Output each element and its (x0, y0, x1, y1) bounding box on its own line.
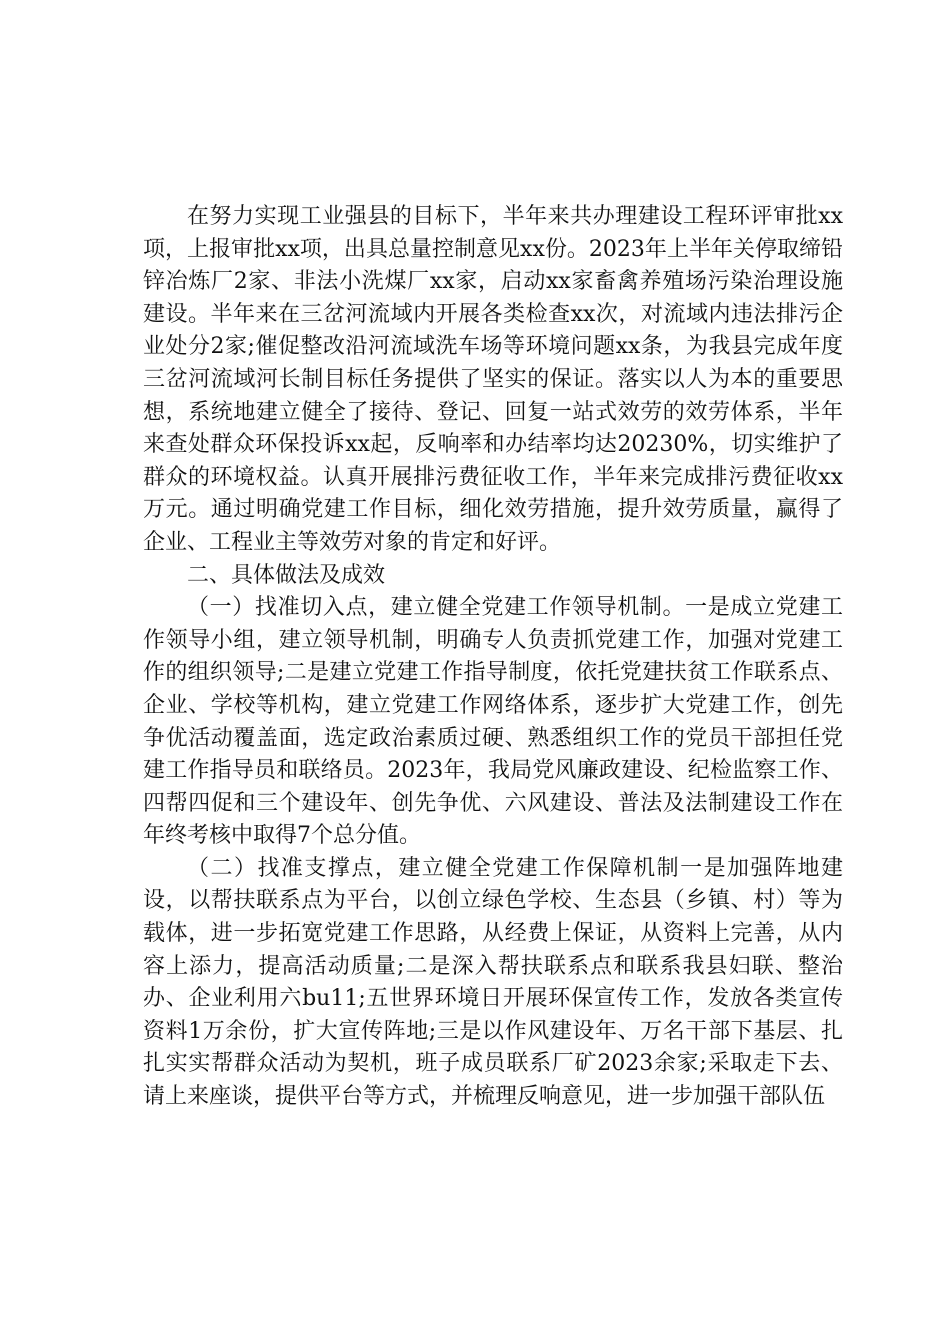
paragraph-support-mechanism: （二）找准支撑点，建立健全党建工作保障机制一是加强阵地建设，以帮扶联系点为平台，以创立绿色学校、生态县（乡镇、村）等为载体，进一步拓宽党建工作思路，从经费上保证，从资料上完善，从内容上添力，提高活动质量;二是深入帮扶联系点和联系我县妇联、整治办、企业利用六bu11;五世界环境日开展环保宣传工作，发放各类宣传资料1万余份，扩大宣传阵地;三是以作风建设年、万名干部下基层、扎扎实实帮群众活动为契机，班子成员联系厂矿2023余家;采取走下去、请上来座谈，提供平台等方式，并梳理反响意见，进一步加强干部队伍 (143, 855, 843, 1110)
section-heading-practices: 二、具体做法及成效 (187, 562, 386, 588)
paragraph-industry-summary: 在努力实现工业强县的目标下，半年来共办理建设工程环评审批xx项，上报审批xx项，出具总量控制意见xx份。2023年上半年关停取缔铅锌冶炼厂2家、非法小洗煤厂xx家，启动xx家畜禽养殖场污染治理设施建设。半年来在三岔河流域内开展各类检查xx次，对流域内违法排污企业处分2家;催促整改沿河流域洗车场等环境问题xx条，为我县完成年度三岔河流域河长制目标任务提供了坚实的保证。落实以人为本的重要思想，系统地建立健全了接待、登记、回复一站式效劳的效劳体系，半年来查处群众环保投诉xx起，反响率和办结率均达20230%，切实维护了群众的环境权益。认真开展排污费征收工作，半年来完成排污费征收xx万元。通过明确党建工作目标，细化效劳措施，提升效劳质量，赢得了企业、工程业主等效劳对象的肯定和好评。 (143, 204, 843, 555)
document-body (143, 201, 843, 1114)
paragraph-leadership-mechanism: （一）找准切入点，建立健全党建工作领导机制。一是成立党建工作领导小组，建立领导机制，明确专人负责抓党建工作，加强对党建工作的组织领导;二是建立党建工作指导制度，依托党建扶贫工作联系点、企业、学校等机构，建立党建工作网络体系，逐步扩大党建工作，创先争优活动覆盖面，选定政治素质过硬、熟悉组织工作的党员干部担任党建工作指导员和联络员。2023年，我局党风廉政建设、纪检监察工作、四帮四促和三个建设年、创先争优、六风建设、普法及法制建设工作在年终考核中取得7个总分值。 (143, 595, 843, 849)
